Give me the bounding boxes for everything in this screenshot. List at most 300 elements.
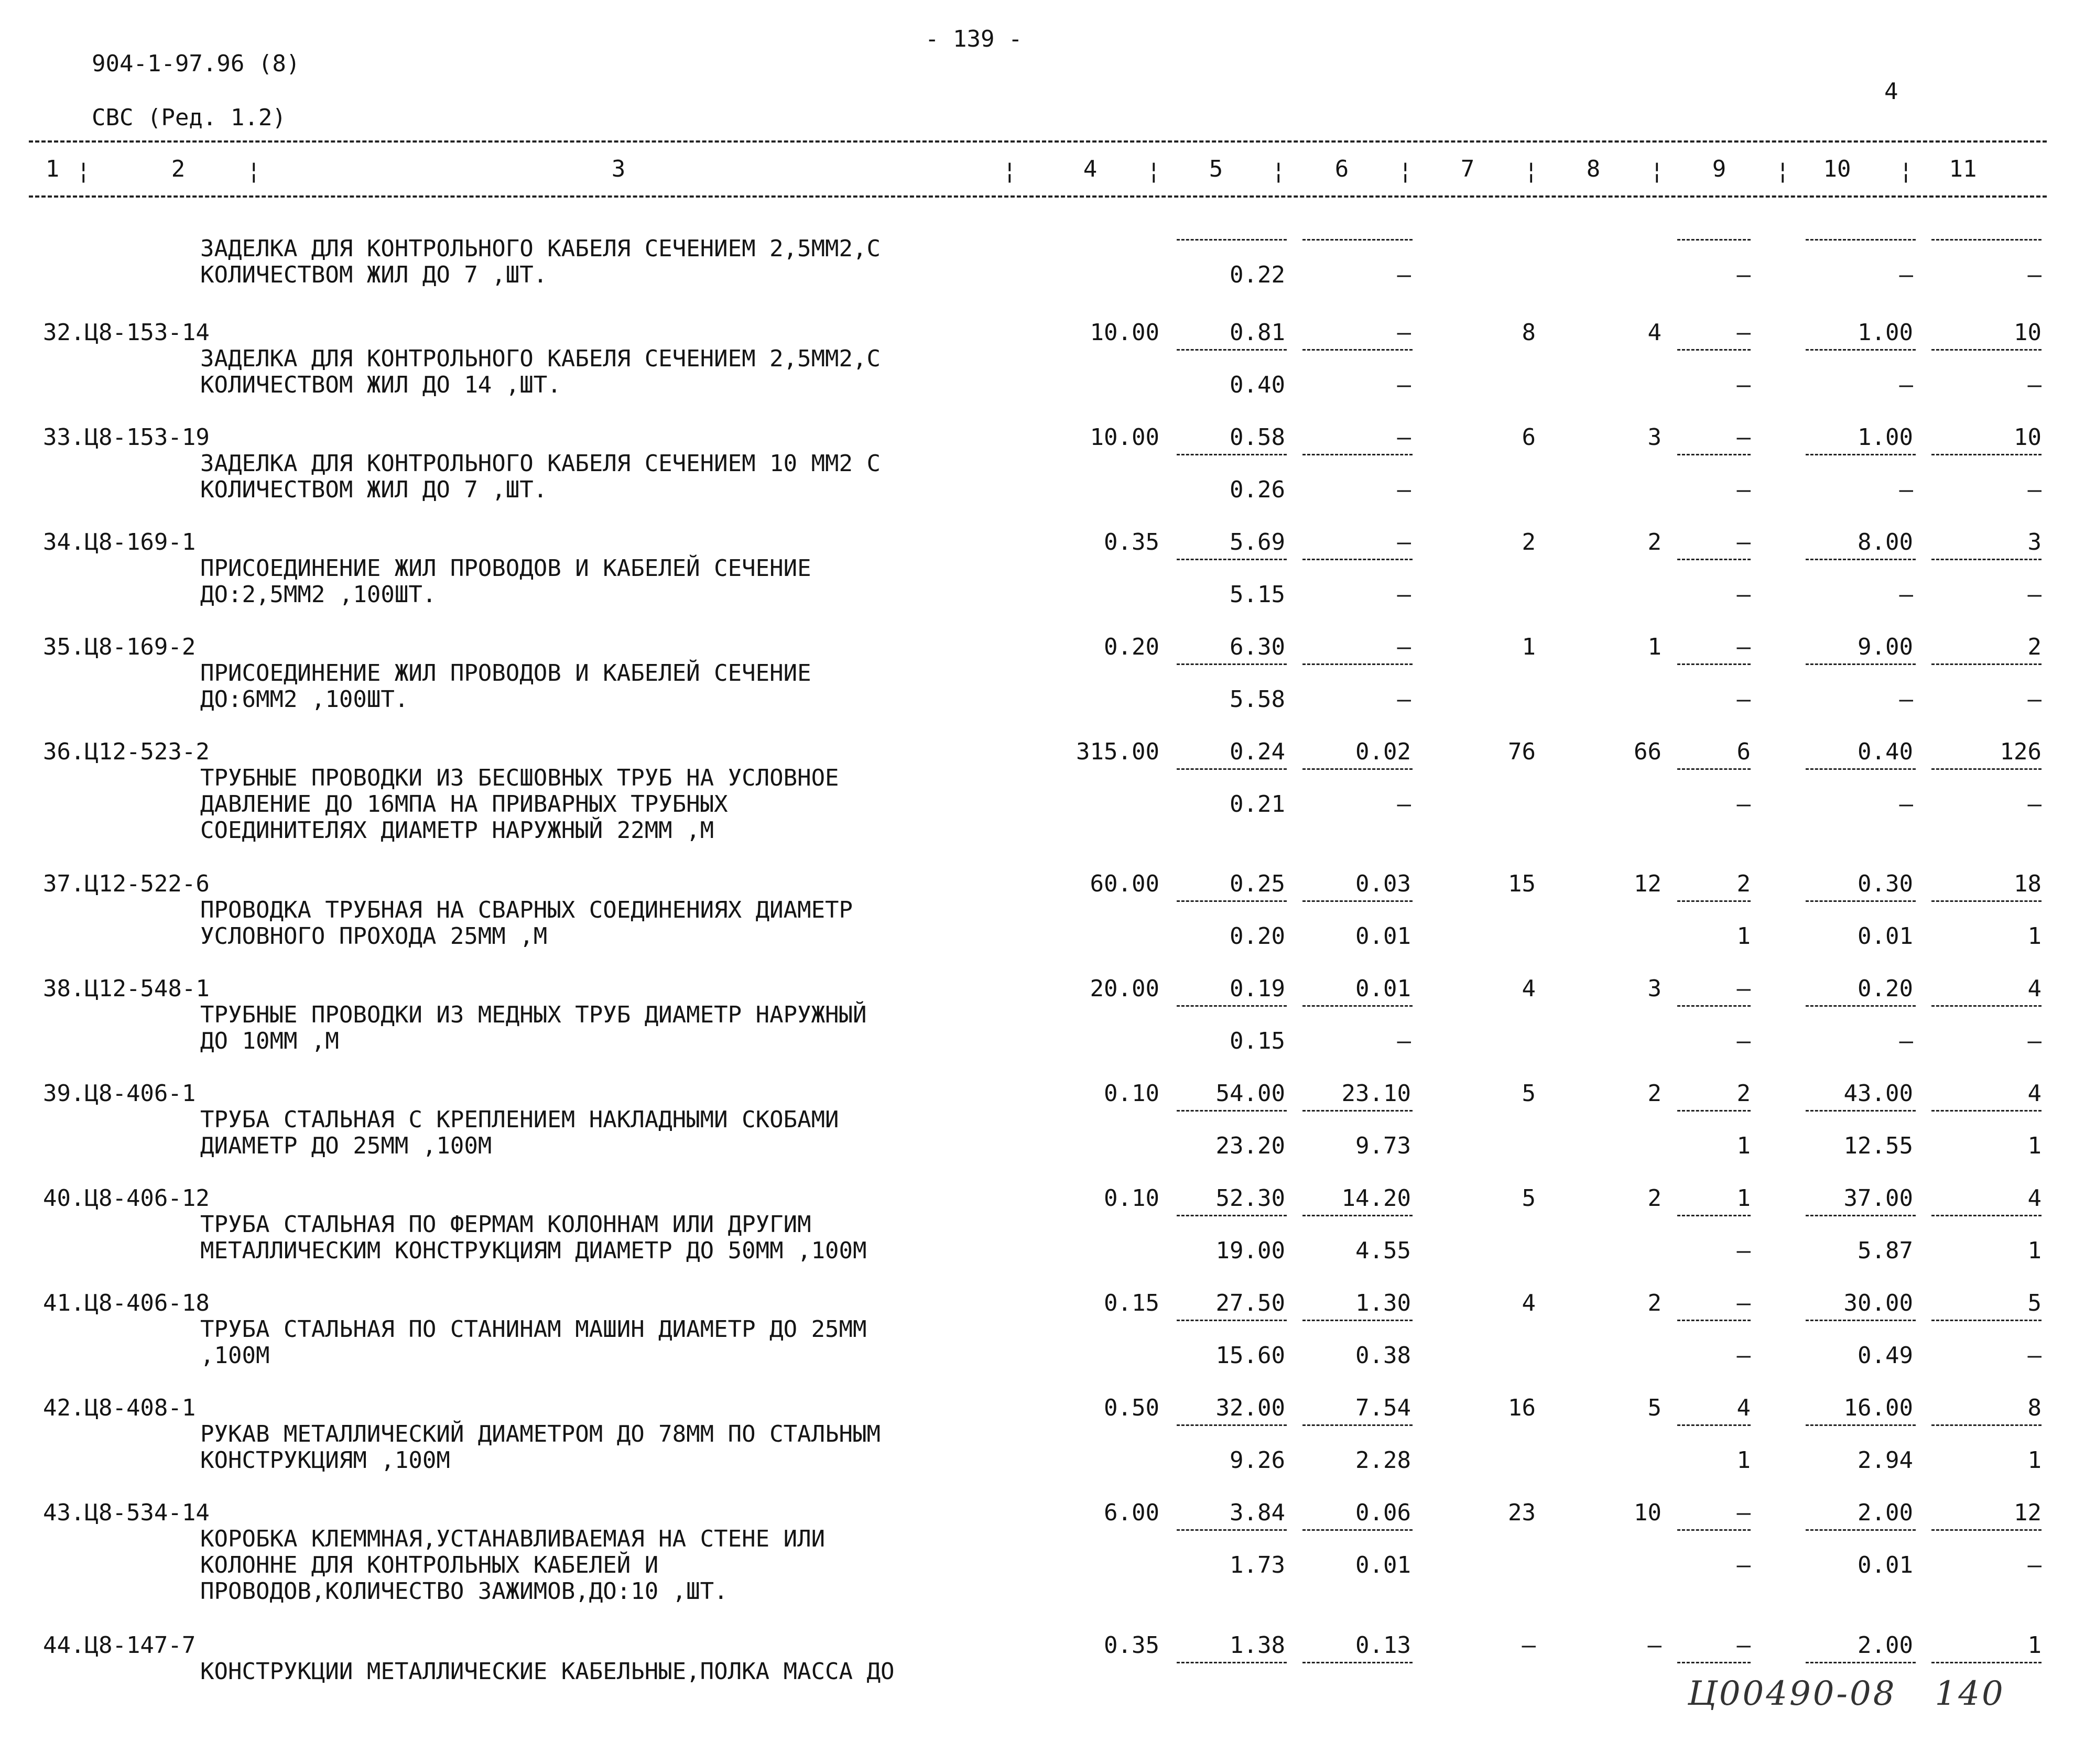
- fraction-line: [1302, 1320, 1413, 1321]
- value-c10-bottom: –: [1899, 476, 1913, 503]
- fraction-line: [1931, 239, 2042, 241]
- fraction-line: [1677, 349, 1751, 351]
- value-c4-top: 60.00: [1090, 870, 1159, 897]
- value-c5-top: 54.00: [1215, 1080, 1285, 1107]
- value-c9-bottom: 1: [1736, 1133, 1751, 1159]
- value-c10-top: 0.20: [1858, 975, 1913, 1002]
- row-description: КОРОБКА КЛЕММНАЯ,УСТАНАВЛИВАЕМАЯ НА СТЕНЕ ИЛИ: [200, 1526, 826, 1552]
- value-c11-bottom: –: [2027, 791, 2042, 818]
- fraction-line: [1931, 559, 2042, 560]
- fraction-line: [1177, 1320, 1287, 1321]
- value-c5-bottom: 1.73: [1230, 1552, 1285, 1578]
- value-c11-bottom: 1: [2027, 1133, 2042, 1159]
- value-c5-top: 0.25: [1230, 870, 1285, 897]
- value-c9-bottom: 1: [1736, 923, 1751, 950]
- value-c10-top: 1.00: [1858, 424, 1913, 451]
- row-description: ПРИСОЕДИНЕНИЕ ЖИЛ ПРОВОДОВ И КАБЕЛЕЙ СЕЧЕНИЕ: [200, 660, 811, 687]
- fraction-line: [1177, 1662, 1287, 1663]
- fraction-line: [1302, 768, 1413, 770]
- value-c9-bottom: –: [1736, 262, 1751, 288]
- value-c4-top: 0.50: [1104, 1395, 1159, 1421]
- row-description: ТРУБА СТАЛЬНАЯ ПО ФЕРМАМ КОЛОННАМ ИЛИ ДРУГИМ: [200, 1211, 811, 1238]
- fraction-line: [1931, 663, 2042, 665]
- value-c7-top: 6: [1522, 424, 1536, 451]
- row-code: 44.Ц8-147-7: [43, 1632, 196, 1659]
- value-c11-bottom: –: [2027, 686, 2042, 713]
- value-c11-top: 4: [2027, 1185, 2042, 1212]
- fraction-line: [1931, 1215, 2042, 1216]
- value-c7-top: 5: [1522, 1080, 1536, 1107]
- value-c9-bottom: –: [1736, 1028, 1751, 1054]
- fraction-line: [1302, 454, 1413, 455]
- row-description: ТРУБНЫЕ ПРОВОДКИ ИЗ БЕСШОВНЫХ ТРУБ НА УСЛОВНОЕ: [200, 765, 839, 791]
- fraction-line: [1931, 1005, 2042, 1007]
- column-separator: ¦: [77, 158, 91, 184]
- value-c9-top: 2: [1736, 1080, 1751, 1107]
- value-c4-top: 0.10: [1104, 1185, 1159, 1212]
- header-rule-bottom: [29, 195, 2047, 198]
- value-c6-bottom: 9.73: [1355, 1133, 1411, 1159]
- fraction-line: [1302, 239, 1413, 241]
- row-code: 37.Ц12-522-6: [43, 870, 210, 897]
- row-description: ПРИСОЕДИНЕНИЕ ЖИЛ ПРОВОДОВ И КАБЕЛЕЙ СЕЧЕНИЕ: [200, 555, 811, 582]
- handwritten-stamp: Ц00490-08 140: [1688, 1674, 2005, 1713]
- value-c5-top: 3.84: [1230, 1499, 1285, 1526]
- fraction-line: [1177, 1005, 1287, 1007]
- value-c5-top: 0.58: [1230, 424, 1285, 451]
- value-c8-top: 2: [1647, 1290, 1662, 1316]
- value-c7-top: 4: [1522, 1290, 1536, 1316]
- row-code: 33.Ц8-153-19: [43, 424, 210, 451]
- fraction-line: [1177, 768, 1287, 770]
- value-c9-bottom: –: [1736, 476, 1751, 503]
- row-description: ЗАДЕЛКА ДЛЯ КОНТРОЛЬНОГО КАБЕЛЯ СЕЧЕНИЕМ 2,5ММ2,С: [200, 345, 881, 372]
- fraction-line: [1677, 1110, 1751, 1112]
- row-code: 38.Ц12-548-1: [43, 975, 210, 1002]
- value-c10-top: 43.00: [1843, 1080, 1913, 1107]
- program-version: СВС (Ред. 1.2): [92, 104, 286, 131]
- value-c10-bottom: 0.01: [1858, 1552, 1913, 1578]
- value-c7-top: 2: [1522, 529, 1536, 556]
- row-description: ПРОВОДКА ТРУБНАЯ НА СВАРНЫХ СОЕДИНЕНИЯХ ДИАМЕТР: [200, 897, 853, 923]
- value-c5-bottom: 0.26: [1230, 476, 1285, 503]
- value-c10-top: 9.00: [1858, 634, 1913, 660]
- value-c6-top: 0.03: [1355, 870, 1411, 897]
- column-header-4: 4: [1083, 156, 1098, 182]
- value-c8-top: –: [1647, 1632, 1662, 1659]
- fraction-line: [1806, 663, 1916, 665]
- value-c11-top: 3: [2027, 529, 2042, 556]
- value-c5-top: 6.30: [1230, 634, 1285, 660]
- value-c9-top: –: [1736, 1632, 1751, 1659]
- value-c10-top: 0.40: [1858, 738, 1913, 765]
- fraction-line: [1806, 1005, 1916, 1007]
- fraction-line: [1677, 1424, 1751, 1426]
- value-c9-bottom: –: [1736, 686, 1751, 713]
- value-c11-bottom: –: [2027, 1028, 2042, 1054]
- value-c5-top: 32.00: [1215, 1395, 1285, 1421]
- fraction-line: [1302, 1215, 1413, 1216]
- value-c11-bottom: 1: [2027, 1447, 2042, 1474]
- value-c4-top: 0.15: [1104, 1290, 1159, 1316]
- row-description: ЗАДЕЛКА ДЛЯ КОНТРОЛЬНОГО КАБЕЛЯ СЕЧЕНИЕМ 10 ММ2 С: [200, 450, 881, 477]
- row-code: 34.Ц8-169-1: [43, 529, 196, 556]
- value-c4-top: 315.00: [1076, 738, 1159, 765]
- value-c8-top: 3: [1647, 424, 1662, 451]
- fraction-line: [1677, 1320, 1751, 1321]
- row-description: СОЕДИНИТЕЛЯХ ДИАМЕТР НАРУЖНЫЙ 22ММ ,М: [200, 817, 714, 844]
- value-c11-top: 5: [2027, 1290, 2042, 1316]
- fraction-line: [1677, 1215, 1751, 1216]
- value-c11-top: 8: [2027, 1395, 2042, 1421]
- fraction-line: [1931, 1110, 2042, 1112]
- value-c6-top: 1.30: [1355, 1290, 1411, 1316]
- value-c4-top: 0.10: [1104, 1080, 1159, 1107]
- value-c9-bottom: –: [1736, 1342, 1751, 1369]
- value-c4-top: 0.20: [1104, 634, 1159, 660]
- fraction-line: [1677, 768, 1751, 770]
- row-description: ТРУБНЫЕ ПРОВОДКИ ИЗ МЕДНЫХ ТРУБ ДИАМЕТР НАРУЖНЫЙ: [200, 1001, 867, 1028]
- value-c6-bottom: –: [1397, 372, 1411, 398]
- value-c5-top: 52.30: [1215, 1185, 1285, 1212]
- value-c10-bottom: 0.01: [1858, 923, 1913, 950]
- fraction-line: [1302, 900, 1413, 902]
- column-header-7: 7: [1460, 156, 1475, 182]
- value-c10-top: 30.00: [1843, 1290, 1913, 1316]
- value-c8-top: 10: [1634, 1499, 1662, 1526]
- value-c10-bottom: –: [1899, 1028, 1913, 1054]
- value-c5-bottom: 0.22: [1230, 262, 1285, 288]
- value-c10-top: 16.00: [1843, 1395, 1913, 1421]
- column-header-2: 2: [171, 156, 186, 182]
- value-c6-top: 0.13: [1355, 1632, 1411, 1659]
- value-c6-top: 0.06: [1355, 1499, 1411, 1526]
- value-c5-bottom: 0.20: [1230, 923, 1285, 950]
- row-description: КОНСТРУКЦИИ МЕТАЛЛИЧЕСКИЕ КАБЕЛЬНЫЕ,ПОЛКА МАССА ДО: [200, 1658, 895, 1685]
- value-c6-top: –: [1397, 529, 1411, 556]
- row-code: 35.Ц8-169-2: [43, 634, 196, 660]
- value-c4-top: 10.00: [1090, 319, 1159, 346]
- value-c5-top: 0.24: [1230, 738, 1285, 765]
- value-c4-top: 0.35: [1104, 1632, 1159, 1659]
- value-c6-bottom: 4.55: [1355, 1237, 1411, 1264]
- fraction-line: [1177, 1424, 1287, 1426]
- fraction-line: [1177, 239, 1287, 241]
- value-c9-top: –: [1736, 319, 1751, 346]
- value-c8-top: 2: [1647, 529, 1662, 556]
- value-c7-top: 1: [1522, 634, 1536, 660]
- fraction-line: [1931, 349, 2042, 351]
- value-c9-top: –: [1736, 634, 1751, 660]
- column-separator: ¦: [1003, 158, 1017, 184]
- column-separator: ¦: [1650, 158, 1664, 184]
- value-c8-top: 2: [1647, 1185, 1662, 1212]
- value-c9-top: –: [1736, 424, 1751, 451]
- fraction-line: [1806, 768, 1916, 770]
- value-c6-bottom: –: [1397, 581, 1411, 608]
- value-c5-bottom: 0.15: [1230, 1028, 1285, 1054]
- column-separator: ¦: [1147, 158, 1161, 184]
- value-c10-bottom: 5.87: [1858, 1237, 1913, 1264]
- value-c9-top: 6: [1736, 738, 1751, 765]
- fraction-line: [1177, 1215, 1287, 1216]
- value-c10-top: 8.00: [1858, 529, 1913, 556]
- row-description: МЕТАЛЛИЧЕСКИМ КОНСТРУКЦИЯМ ДИАМЕТР ДО 50ММ ,100М: [200, 1237, 867, 1264]
- fraction-line: [1177, 454, 1287, 455]
- value-c11-bottom: –: [2027, 1552, 2042, 1578]
- value-c4-top: 6.00: [1104, 1499, 1159, 1526]
- header-rule-top: [29, 140, 2047, 143]
- value-c10-bottom: 2.94: [1858, 1447, 1913, 1474]
- value-c9-top: 2: [1736, 870, 1751, 897]
- column-header-10: 10: [1823, 156, 1851, 182]
- column-separator: ¦: [1272, 158, 1286, 184]
- value-c7-top: 4: [1522, 975, 1536, 1002]
- value-c8-top: 2: [1647, 1080, 1662, 1107]
- value-c9-bottom: –: [1736, 581, 1751, 608]
- value-c10-bottom: –: [1899, 262, 1913, 288]
- row-code: 32.Ц8-153-14: [43, 319, 210, 346]
- fraction-line: [1302, 349, 1413, 351]
- value-c9-top: 4: [1736, 1395, 1751, 1421]
- value-c9-bottom: –: [1736, 791, 1751, 818]
- fraction-line: [1931, 900, 2042, 902]
- row-description: ПРОВОДОВ,КОЛИЧЕСТВО ЗАЖИМОВ,ДО:10 ,ШТ.: [200, 1578, 728, 1605]
- value-c5-top: 27.50: [1215, 1290, 1285, 1316]
- column-header-5: 5: [1209, 156, 1223, 182]
- value-c6-top: 0.02: [1355, 738, 1411, 765]
- value-c11-top: 126: [2000, 738, 2042, 765]
- value-c4-top: 20.00: [1090, 975, 1159, 1002]
- value-c10-bottom: –: [1899, 372, 1913, 398]
- fraction-line: [1677, 559, 1751, 560]
- value-c10-bottom: 12.55: [1843, 1133, 1913, 1159]
- value-c11-bottom: –: [2027, 476, 2042, 503]
- value-c10-top: 2.00: [1858, 1632, 1913, 1659]
- value-c6-top: 23.10: [1341, 1080, 1411, 1107]
- fraction-line: [1302, 663, 1413, 665]
- fraction-line: [1806, 454, 1916, 455]
- value-c11-bottom: –: [2027, 1342, 2042, 1369]
- row-description: ДО 10ММ ,М: [200, 1028, 339, 1054]
- row-description: ТРУБА СТАЛЬНАЯ С КРЕПЛЕНИЕМ НАКЛАДНЫМИ СКОБАМИ: [200, 1106, 839, 1133]
- value-c4-top: 10.00: [1090, 424, 1159, 451]
- row-code: 40.Ц8-406-12: [43, 1185, 210, 1212]
- value-c8-top: 4: [1647, 319, 1662, 346]
- fraction-line: [1302, 1529, 1413, 1531]
- fraction-line: [1931, 1320, 2042, 1321]
- column-separator: ¦: [1398, 158, 1413, 184]
- fraction-line: [1931, 1662, 2042, 1663]
- fraction-line: [1302, 559, 1413, 560]
- row-code: 41.Ц8-406-18: [43, 1290, 210, 1316]
- value-c10-bottom: 0.49: [1858, 1342, 1913, 1369]
- value-c5-bottom: 0.21: [1230, 791, 1285, 818]
- row-code: 39.Ц8-406-1: [43, 1080, 196, 1107]
- row-description: ДАВЛЕНИЕ ДО 16МПА НА ПРИВАРНЫХ ТРУБНЫХ: [200, 791, 728, 818]
- value-c7-top: 8: [1522, 319, 1536, 346]
- value-c10-top: 2.00: [1858, 1499, 1913, 1526]
- value-c8-top: 12: [1634, 870, 1662, 897]
- value-c7-top: –: [1522, 1632, 1536, 1659]
- row-description: КОНСТРУКЦИЯМ ,100М: [200, 1447, 450, 1474]
- value-c7-top: 5: [1522, 1185, 1536, 1212]
- fraction-line: [1677, 239, 1751, 241]
- value-c11-bottom: –: [2027, 372, 2042, 398]
- value-c5-top: 0.81: [1230, 319, 1285, 346]
- fraction-line: [1806, 1320, 1916, 1321]
- column-separator: ¦: [1524, 158, 1538, 184]
- value-c10-top: 37.00: [1843, 1185, 1913, 1212]
- value-c9-top: 1: [1736, 1185, 1751, 1212]
- row-description: ДИАМЕТР ДО 25ММ ,100М: [200, 1133, 492, 1159]
- column-header-8: 8: [1586, 156, 1601, 182]
- fraction-line: [1806, 1110, 1916, 1112]
- value-c7-top: 23: [1508, 1499, 1536, 1526]
- row-description: КОЛОННЕ ДЛЯ КОНТРОЛЬНЫХ КАБЕЛЕЙ И: [200, 1552, 659, 1578]
- value-c8-top: 1: [1647, 634, 1662, 660]
- value-c6-bottom: –: [1397, 791, 1411, 818]
- value-c11-bottom: 1: [2027, 1237, 2042, 1264]
- value-c10-bottom: –: [1899, 581, 1913, 608]
- value-c6-top: –: [1397, 319, 1411, 346]
- fraction-line: [1806, 239, 1916, 241]
- fraction-line: [1677, 454, 1751, 455]
- value-c8-top: 66: [1634, 738, 1662, 765]
- fraction-line: [1806, 1662, 1916, 1663]
- value-c11-top: 12: [2014, 1499, 2042, 1526]
- value-c9-bottom: –: [1736, 1552, 1751, 1578]
- row-description: ДО:6ММ2 ,100ШТ.: [200, 686, 409, 713]
- fraction-line: [1177, 900, 1287, 902]
- value-c10-bottom: –: [1899, 686, 1913, 713]
- row-description: КОЛИЧЕСТВОМ ЖИЛ ДО 14 ,ШТ.: [200, 372, 561, 398]
- fraction-line: [1931, 768, 2042, 770]
- value-c9-top: –: [1736, 529, 1751, 556]
- value-c5-bottom: 5.15: [1230, 581, 1285, 608]
- value-c5-bottom: 15.60: [1215, 1342, 1285, 1369]
- fraction-line: [1806, 559, 1916, 560]
- column-header-1: 1: [45, 156, 60, 182]
- value-c6-bottom: 2.28: [1355, 1447, 1411, 1474]
- fraction-line: [1677, 1005, 1751, 1007]
- fraction-line: [1677, 1662, 1751, 1663]
- column-separator: ¦: [1899, 158, 1913, 184]
- value-c5-top: 0.19: [1230, 975, 1285, 1002]
- fraction-line: [1302, 1662, 1413, 1663]
- value-c6-top: 7.54: [1355, 1395, 1411, 1421]
- value-c6-bottom: 0.38: [1355, 1342, 1411, 1369]
- value-c11-bottom: –: [2027, 262, 2042, 288]
- fraction-line: [1677, 663, 1751, 665]
- value-c5-bottom: 9.26: [1230, 1447, 1285, 1474]
- value-c11-top: 18: [2014, 870, 2042, 897]
- sheet-number: 4: [1884, 78, 1898, 105]
- doc-code: 904-1-97.96 (8): [92, 50, 300, 77]
- value-c7-top: 76: [1508, 738, 1536, 765]
- row-code: 42.Ц8-408-1: [43, 1395, 196, 1421]
- fraction-line: [1806, 900, 1916, 902]
- fraction-line: [1302, 1424, 1413, 1426]
- fraction-line: [1677, 900, 1751, 902]
- value-c10-top: 0.30: [1858, 870, 1913, 897]
- fraction-line: [1302, 1005, 1413, 1007]
- fraction-line: [1931, 1424, 2042, 1426]
- column-header-9: 9: [1712, 156, 1726, 182]
- row-description: ,100М: [200, 1342, 270, 1369]
- column-separator: ¦: [247, 158, 261, 184]
- row-description: ДО:2,5ММ2 ,100ШТ.: [200, 581, 437, 608]
- value-c6-top: 14.20: [1341, 1185, 1411, 1212]
- value-c5-bottom: 19.00: [1215, 1237, 1285, 1264]
- value-c11-top: 10: [2014, 424, 2042, 451]
- row-description: РУКАВ МЕТАЛЛИЧЕСКИЙ ДИАМЕТРОМ ДО 78ММ ПО СТАЛЬНЫМ: [200, 1421, 881, 1447]
- fraction-line: [1302, 1110, 1413, 1112]
- fraction-line: [1177, 1529, 1287, 1531]
- column-header-6: 6: [1334, 156, 1349, 182]
- fraction-line: [1677, 1529, 1751, 1531]
- fraction-line: [1177, 1110, 1287, 1112]
- row-description: КОЛИЧЕСТВОМ ЖИЛ ДО 7 ,ШТ.: [200, 262, 548, 288]
- value-c7-top: 16: [1508, 1395, 1536, 1421]
- fraction-line: [1806, 349, 1916, 351]
- fraction-line: [1177, 663, 1287, 665]
- value-c11-bottom: 1: [2027, 923, 2042, 950]
- column-header-3: 3: [611, 156, 626, 182]
- value-c9-bottom: 1: [1736, 1447, 1751, 1474]
- row-description: ЗАДЕЛКА ДЛЯ КОНТРОЛЬНОГО КАБЕЛЯ СЕЧЕНИЕМ 2,5ММ2,С: [200, 235, 881, 262]
- row-description: ТРУБА СТАЛЬНАЯ ПО СТАНИНАМ МАШИН ДИАМЕТР ДО 25ММ: [200, 1316, 867, 1343]
- value-c5-bottom: 0.40: [1230, 372, 1285, 398]
- value-c6-bottom: –: [1397, 686, 1411, 713]
- value-c6-bottom: –: [1397, 1028, 1411, 1054]
- row-code: 36.Ц12-523-2: [43, 738, 210, 765]
- value-c6-bottom: –: [1397, 476, 1411, 503]
- value-c6-bottom: 0.01: [1355, 923, 1411, 950]
- value-c7-top: 15: [1508, 870, 1536, 897]
- fraction-line: [1177, 559, 1287, 560]
- value-c11-top: 1: [2027, 1632, 2042, 1659]
- value-c9-top: –: [1736, 975, 1751, 1002]
- value-c11-top: 2: [2027, 634, 2042, 660]
- fraction-line: [1931, 454, 2042, 455]
- fraction-line: [1177, 349, 1287, 351]
- value-c8-top: 5: [1647, 1395, 1662, 1421]
- value-c11-bottom: –: [2027, 581, 2042, 608]
- fraction-line: [1806, 1529, 1916, 1531]
- value-c9-bottom: –: [1736, 1237, 1751, 1264]
- value-c11-top: 4: [2027, 975, 2042, 1002]
- value-c6-top: –: [1397, 424, 1411, 451]
- value-c11-top: 4: [2027, 1080, 2042, 1107]
- column-separator: ¦: [1776, 158, 1790, 184]
- fraction-line: [1806, 1215, 1916, 1216]
- value-c6-top: 0.01: [1355, 975, 1411, 1002]
- value-c6-bottom: –: [1397, 262, 1411, 288]
- value-c5-top: 5.69: [1230, 529, 1285, 556]
- row-code: 43.Ц8-534-14: [43, 1499, 210, 1526]
- value-c9-bottom: –: [1736, 372, 1751, 398]
- value-c9-top: –: [1736, 1290, 1751, 1316]
- value-c5-bottom: 5.58: [1230, 686, 1285, 713]
- value-c5-bottom: 23.20: [1215, 1133, 1285, 1159]
- row-description: УСЛОВНОГО ПРОХОДА 25ММ ,М: [200, 923, 548, 950]
- value-c10-top: 1.00: [1858, 319, 1913, 346]
- page-number: - 139 -: [925, 26, 1023, 52]
- value-c6-top: –: [1397, 634, 1411, 660]
- row-description: КОЛИЧЕСТВОМ ЖИЛ ДО 7 ,ШТ.: [200, 476, 548, 503]
- value-c4-top: 0.35: [1104, 529, 1159, 556]
